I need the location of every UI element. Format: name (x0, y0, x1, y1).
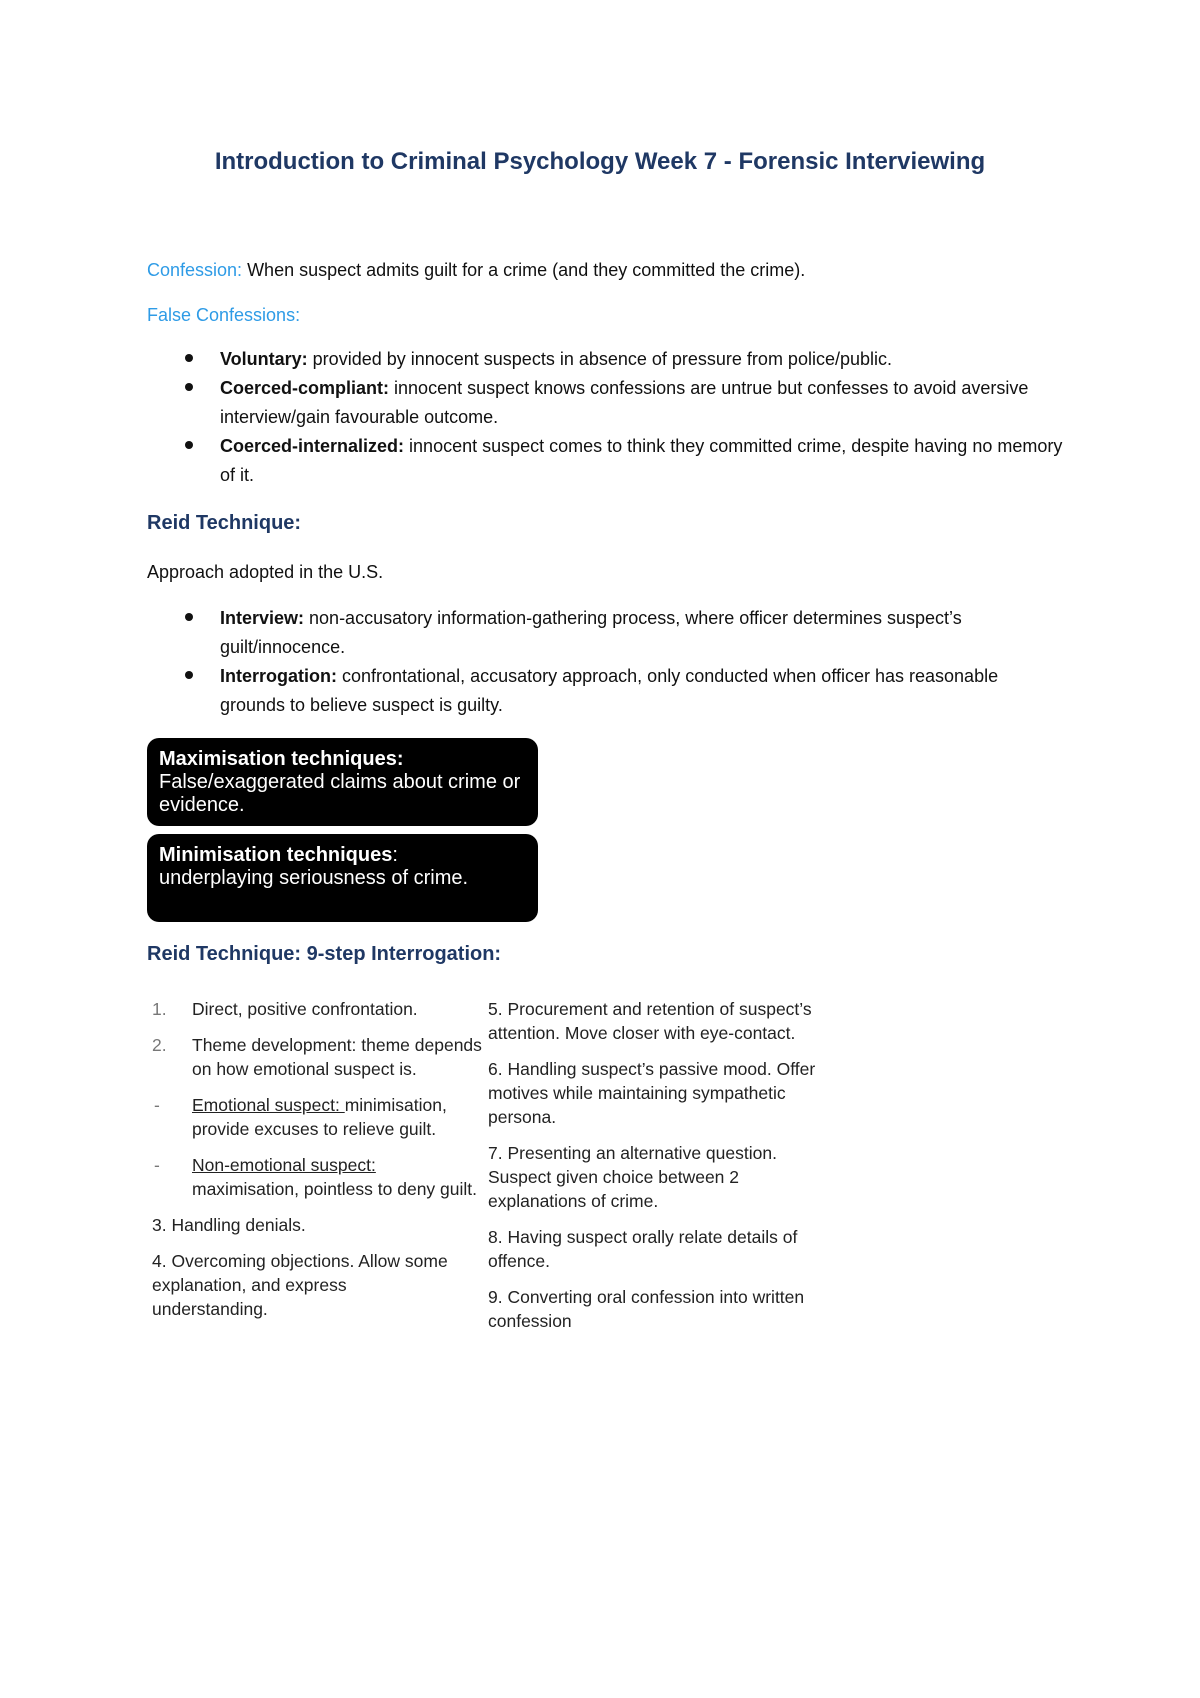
list-item: Coerced-compliant: innocent suspect knows confessions are untrue but confesses to avoid aversive interview/gain favourable outcome. (147, 374, 1067, 432)
reid-list (147, 604, 1067, 720)
list-item: Interview: non-accusatory information-gathering process, where officer determines suspect’s guilt/innocence. (147, 604, 1067, 662)
confession-text: When suspect admits guilt for a crime (and they committed the crime). (242, 260, 806, 280)
step-4: 4. Overcoming objections. Allow some explanation, and express understanding. (152, 1251, 448, 1319)
confession-label: Confession: (147, 260, 243, 280)
false-confessions-list (147, 345, 1067, 490)
bullet-icon (185, 354, 193, 362)
emotional-suspect-item: - Emotional suspect: minimisation, provide excuses to relieve guilt. (154, 1095, 447, 1139)
step-1: 1. Direct, positive confrontation. (152, 999, 418, 1019)
bullet-icon (185, 441, 193, 449)
reid-intro: Approach adopted in the U.S. (147, 562, 384, 582)
list-item: Interrogation: confrontational, accusatory approach, only conducted when officer has reasonable grounds to believe suspect is guilty. (147, 662, 1067, 720)
maximisation-box (147, 738, 538, 826)
minimisation-title: Minimisation techniques (159, 844, 393, 866)
minimisation-text: underplaying seriousness of crime. (159, 867, 469, 889)
step-3: 3. Handling denials. (152, 1215, 306, 1235)
step-2: 2. Theme development: theme depends on how emotional suspect is. (152, 1035, 482, 1079)
reid-technique-heading: Reid Technique: (147, 512, 302, 534)
step-5: 5. Procurement and retention of suspect’s attention. Move closer with eye-contact. (488, 999, 812, 1043)
step-7: 7. Presenting an alternative question. Suspect given choice between 2 explanations of crime. (488, 1143, 777, 1211)
step-6: 6. Handling suspect’s passive mood. Offer motives while maintaining sympathetic persona. (488, 1059, 816, 1127)
false-confessions-label: False Confessions: (147, 305, 301, 325)
step-9: 9. Converting oral confession into written confession (488, 1287, 805, 1331)
bullet-icon (185, 613, 193, 621)
list-item: Coerced-internalized: innocent suspect comes to think they committed crime, despite having no memory of it. (147, 432, 1067, 490)
minimisation-box: Minimisation techniques: underplaying seriousness of crime. (147, 834, 538, 922)
nine-step-heading: Reid Technique: 9-step Interrogation: (147, 943, 502, 965)
maximisation-title: Maximisation techniques: (159, 748, 404, 770)
confession-paragraph (147, 256, 1107, 285)
page-title: Introduction to Criminal Psychology Week 7 - Forensic Interviewing (214, 148, 986, 175)
maximisation-text: False/exaggerated claims about crime or evidence. (159, 771, 521, 816)
nine-step-left-column (152, 997, 482, 1321)
bullet-icon (185, 671, 193, 679)
nine-step-right-column (488, 997, 833, 1333)
list-item: Voluntary: provided by innocent suspects in absence of pressure from police/public. (147, 345, 1067, 374)
bullet-icon (185, 383, 193, 391)
non-emotional-suspect-item: - Non-emotional suspect: maximisation, pointless to deny guilt. (154, 1155, 477, 1199)
step-8: 8. Having suspect orally relate details of offence. (488, 1227, 798, 1271)
